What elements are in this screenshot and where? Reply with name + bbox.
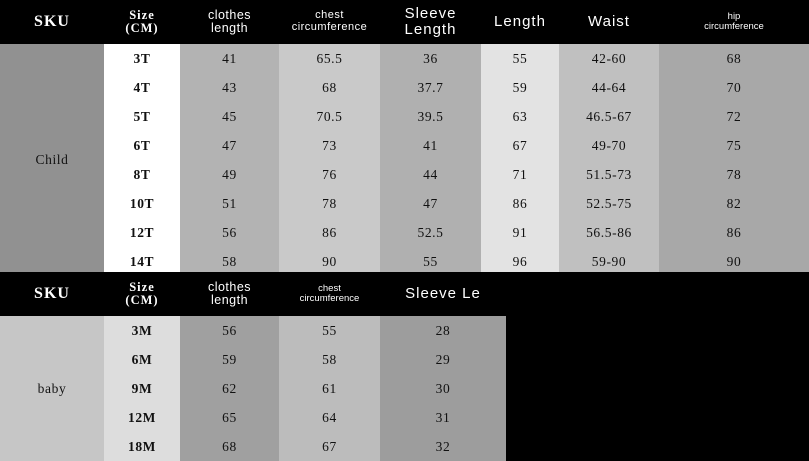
cell-chest: 67	[279, 432, 380, 461]
cell-chest: 73	[279, 131, 380, 160]
baby-size-table	[0, 272, 506, 461]
cell-hip: 70	[659, 73, 809, 102]
cell-sleeve: 29	[380, 345, 506, 374]
header-chest-line1: chest	[318, 283, 341, 295]
cell-hip: 82	[659, 189, 809, 218]
cell-hip: 86	[659, 218, 809, 247]
category-baby: baby	[0, 316, 104, 461]
cell-length: 67	[481, 131, 559, 160]
header-size-line2: (CM)	[125, 21, 159, 35]
header-chest-line2: circumference	[291, 21, 368, 33]
cell-clothes-length: 56	[180, 316, 279, 345]
cell-sleeve: 55	[380, 247, 481, 276]
table-row	[0, 218, 809, 247]
cell-size: 10T	[104, 189, 180, 218]
header-size	[104, 272, 180, 316]
header-hip-line2: circumference	[704, 21, 764, 32]
cell-waist: 51.5-73	[559, 160, 659, 189]
cell-chest: 55	[279, 316, 380, 345]
cell-length: 71	[481, 160, 559, 189]
cell-waist: 46.5-67	[559, 102, 659, 131]
cell-clothes-length: 45	[180, 102, 279, 131]
header-clothes-length-line1: clothes	[207, 7, 252, 22]
cell-clothes-length: 56	[180, 218, 279, 247]
cell-waist: 49-70	[559, 131, 659, 160]
cell-chest: 70.5	[279, 102, 380, 131]
cell-clothes-length: 41	[180, 44, 279, 73]
cell-clothes-length: 65	[180, 403, 279, 432]
baby-table-header-row	[0, 272, 506, 316]
cell-size: 12T	[104, 218, 180, 247]
header-chest-circumference	[279, 0, 380, 44]
header-clothes-length-line2: length	[210, 21, 249, 35]
cell-clothes-length: 59	[180, 345, 279, 374]
cell-waist: 44-64	[559, 73, 659, 102]
cell-sleeve: 30	[380, 374, 506, 403]
cell-sleeve: 39.5	[380, 102, 481, 131]
header-sleeve-line2: Length	[404, 21, 457, 38]
header-hip-circumference	[659, 0, 809, 44]
header-sku: SKU	[0, 0, 104, 44]
child-table-header-row	[0, 0, 809, 44]
cell-sleeve: 52.5	[380, 218, 481, 247]
cell-length: 91	[481, 218, 559, 247]
cell-chest: 58	[279, 345, 380, 374]
cell-waist: 59-90	[559, 247, 659, 276]
header-sku: SKU	[0, 272, 104, 316]
cell-chest: 65.5	[279, 44, 380, 73]
table-row	[0, 160, 809, 189]
cell-chest: 86	[279, 218, 380, 247]
table-row	[0, 44, 809, 73]
header-clothes-length-line1: clothes	[207, 279, 252, 294]
table-row	[0, 189, 809, 218]
cell-chest: 76	[279, 160, 380, 189]
cell-sleeve: 37.7	[380, 73, 481, 102]
header-waist: Waist	[559, 0, 659, 44]
cell-length: 59	[481, 73, 559, 102]
header-size	[104, 0, 180, 44]
cell-clothes-length: 43	[180, 73, 279, 102]
header-chest-line2: circumference	[299, 293, 360, 304]
header-chest-line1: chest	[315, 9, 344, 22]
cell-clothes-length: 51	[180, 189, 279, 218]
cell-size: 8T	[104, 160, 180, 189]
cell-sleeve: 44	[380, 160, 481, 189]
cell-length: 96	[481, 247, 559, 276]
header-clothes-length	[180, 272, 279, 316]
table-row	[0, 131, 809, 160]
cell-size: 6M	[104, 345, 180, 374]
cell-chest: 64	[279, 403, 380, 432]
cell-size: 6T	[104, 131, 180, 160]
cell-size: 9M	[104, 374, 180, 403]
cell-chest: 78	[279, 189, 380, 218]
cell-clothes-length: 49	[180, 160, 279, 189]
header-length: Length	[481, 0, 559, 44]
header-clothes-length-line2: length	[210, 293, 249, 307]
category-child: Child	[0, 44, 104, 276]
cell-sleeve: 32	[380, 432, 506, 461]
cell-clothes-length: 58	[180, 247, 279, 276]
background-fill	[506, 272, 809, 459]
cell-hip: 72	[659, 102, 809, 131]
cell-length: 63	[481, 102, 559, 131]
cell-length: 55	[481, 44, 559, 73]
table-row	[0, 316, 506, 345]
header-clothes-length	[180, 0, 279, 44]
header-sleeve-length	[380, 0, 481, 44]
cell-sleeve: 36	[380, 44, 481, 73]
cell-chest: 90	[279, 247, 380, 276]
cell-clothes-length: 62	[180, 374, 279, 403]
cell-size: 12M	[104, 403, 180, 432]
header-hip-line1: hip	[727, 11, 741, 23]
cell-hip: 78	[659, 160, 809, 189]
header-sleeve-length: Sleeve Le	[380, 272, 506, 316]
cell-chest: 68	[279, 73, 380, 102]
cell-clothes-length: 47	[180, 131, 279, 160]
cell-sleeve: 47	[380, 189, 481, 218]
header-size-line1: Size	[129, 7, 155, 22]
header-size-line1: Size	[129, 279, 155, 294]
cell-sleeve: 28	[380, 316, 506, 345]
cell-size: 3T	[104, 44, 180, 73]
cell-sleeve: 41	[380, 131, 481, 160]
cell-waist: 42-60	[559, 44, 659, 73]
cell-waist: 52.5-75	[559, 189, 659, 218]
header-size-line2: (CM)	[125, 293, 159, 307]
cell-size: 14T	[104, 247, 180, 276]
cell-length: 86	[481, 189, 559, 218]
cell-hip: 75	[659, 131, 809, 160]
cell-size: 3M	[104, 316, 180, 345]
cell-hip: 68	[659, 44, 809, 73]
cell-hip: 90	[659, 247, 809, 276]
header-chest-circumference	[279, 272, 380, 316]
table-row	[0, 73, 809, 102]
table-row	[0, 102, 809, 131]
cell-waist: 56.5-86	[559, 218, 659, 247]
cell-clothes-length: 68	[180, 432, 279, 461]
cell-size: 4T	[104, 73, 180, 102]
cell-sleeve: 31	[380, 403, 506, 432]
cell-size: 5T	[104, 102, 180, 131]
cell-size: 18M	[104, 432, 180, 461]
header-sleeve-line1: Sleeve	[404, 5, 457, 23]
cell-chest: 61	[279, 374, 380, 403]
